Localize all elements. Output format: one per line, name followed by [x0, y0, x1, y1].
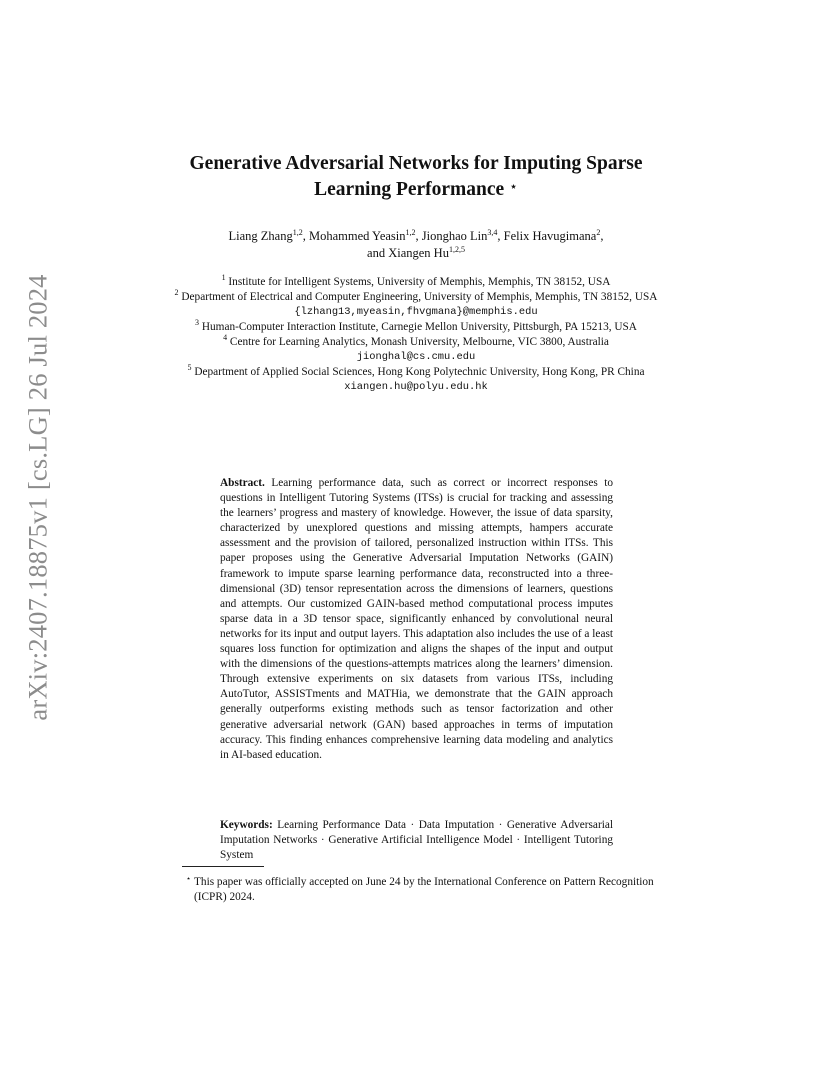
arxiv-sidebar-stamp	[13, 273, 63, 721]
keywords	[220, 818, 613, 863]
affiliation-text: Department of Electrical and Computer Engineering, University of Memphis, Memphis, TN 38152, USA	[181, 291, 658, 303]
affiliation-list	[170, 275, 662, 395]
affiliation	[170, 335, 662, 350]
email-address[interactable]: jionghal@cs.cmu.edu	[356, 351, 476, 363]
arxiv-identifier: arXiv:2407.18875v1 [cs.LG] 26 Jul 2024	[22, 273, 53, 721]
affiliation	[170, 365, 662, 380]
author: Mohammed Yeasin$^{1,2}$,	[308, 228, 422, 243]
author: Liang Zhang$^{1,2}$,	[228, 228, 309, 243]
affiliation-number: 3	[195, 318, 200, 327]
abstract	[220, 476, 613, 763]
footnote	[182, 871, 664, 905]
paper-title	[150, 151, 682, 203]
abstract-text: Learning performance data, such as correct or incorrect responses to questions in Intelligent Tutoring Systems (ITSs) is crucial for tracking and assessing the learners’ progress and mastery of knowledge. However, the issue of data sparsity, characterized by unexplored questions and missing attempts, hampers accurate assessment and the provision of tailored, personalized instruction within ITSs. This paper proposes using the Generative Adversarial Imputation Networks (GAIN) framework to impute sparse learning performance data, reconstructed into a three-dimensional (3D) tensor representation across the dimensions of learners, questions and attempts. Our customized GAIN-based method computational process imputes sparse data in a 3D tensor space, significantly enhanced by convolutional neural networks for its input and output layers. This adaptation also includes the use of a least squares loss function for optimization and aligns the shapes of the input and output with the dimensions of the questions-attempts matrices along the learners’ dimension. Through extensive experiments on six datasets from various ITSs, including AutoTutor, ASSISTments and MATHia, we demonstrate that the GAIN approach generally outperforms existing methods such as tensor factorization and other generative adversarial network (GAN) based approaches in terms of imputation accuracy. This finding enhances comprehensive learning data modeling and analytics in AI-based education.	[220, 477, 614, 761]
abstract-label: Abstract.	[220, 477, 265, 489]
affiliation	[170, 290, 662, 305]
affiliation-text: Institute for Intelligent Systems, University of Memphis, Memphis, TN 38152, USA	[228, 276, 611, 288]
title-footnote-mark: ⋆	[509, 180, 518, 195]
affiliation	[170, 275, 662, 290]
author: Jionghao Lin$^{3,4}$,	[421, 228, 504, 243]
affiliation-number: 4	[223, 333, 228, 342]
affiliation-text: Department of Applied Social Sciences, Hong Kong Polytechnic University, Hong Kong, PR China	[194, 366, 645, 378]
affiliation-number: 1	[221, 273, 226, 282]
footnote-divider	[182, 866, 264, 867]
title-text: Generative Adversarial Networks for Imputing Sparse Learning Performance	[189, 153, 643, 200]
affiliation-number: 5	[187, 363, 192, 372]
author-list	[150, 228, 682, 262]
author: Felix Havugimana$^2$,	[503, 228, 604, 243]
keywords-label: Keywords:	[220, 819, 273, 831]
affiliation-text: Centre for Learning Analytics, Monash University, Melbourne, VIC 3800, Australia	[229, 336, 609, 348]
affiliation-text: Human-Computer Interaction Institute, Carnegie Mellon University, Pittsburgh, PA 15213, USA	[201, 321, 637, 333]
author: and Xiangen Hu$^{1,2,5}$	[367, 245, 465, 260]
footnote-mark: ⋆	[186, 874, 192, 883]
email-address[interactable]: xiangen.hu@polyu.edu.hk	[344, 381, 488, 393]
keywords-text: Learning Performance Data · Data Imputation · Generative Adversarial Imputation Networks · Generative Artificial Intelligence Model · Intelligent Tutoring System	[220, 819, 613, 862]
footnote-text: This paper was officially accepted on June 24 by the International Conference on Pattern Recognition (ICPR) 2024.	[194, 876, 654, 903]
affiliation-number: 2	[174, 288, 179, 297]
email-address[interactable]: {lzhang13,myeasin,fhvgmana}@memphis.edu	[294, 306, 538, 318]
affiliation	[170, 320, 662, 335]
